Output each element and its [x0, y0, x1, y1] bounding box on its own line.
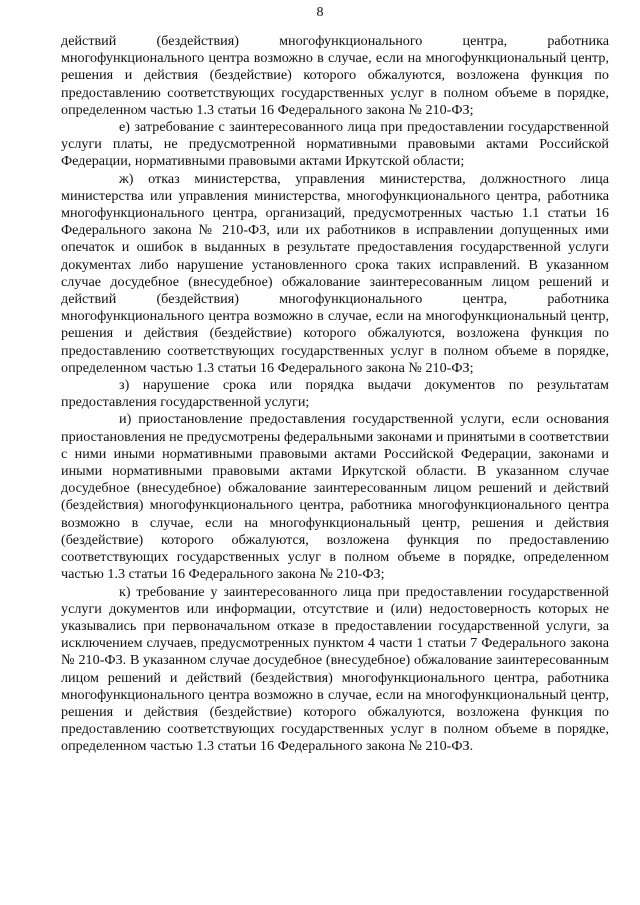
- paragraph-item-zh: ж) отказ министерства, управления министерства, должностного лица министерства или управления министерства, многофункционального центра, работника многофункционального центра, организаций, предусмотренных частью 1.1 статьи 16 Федерального закона № 210-ФЗ, или их работников в исправлении допущенных ими опечаток и ошибок в выданных в результате предоставления государственной услуги документах либо нарушение установленного срока таких исправлений. В указанном случае досудебное (внесудебное) обжалование заинтересованным лицом решений и действий (бездействия) многофункционального центра, работника многофункционального центра возможно в случае, если на многофункциональный центр, решения и действия (бездействие) которого обжалуются, возложена функция по предоставлению соответствующих государственных услуг в полном объеме в порядке, определенном частью 1.3 статьи 16 Федерального закона № 210-ФЗ;: [61, 170, 609, 376]
- paragraph-continuation: действий (бездействия) многофункционального центра, работника многофункционального центра возможно в случае, если на многофункциональный центр, решения и действия (бездействие) которого обжалуются, возложена функция по предоставлению соответствующих государственных услуг в полном объеме в порядке, определенном частью 1.3 статьи 16 Федерального закона № 210-ФЗ;: [61, 33, 609, 118]
- page-number: 8: [316, 5, 324, 20]
- paragraph-item-i: и) приостановление предоставления государственной услуги, если основания приостановления не предусмотрены федеральными законами и принятыми в соответствии с ними иными нормативными правовыми актами Российской Федерации, законами и иными нормативными правовыми актами Иркутской области. В указанном случае досудебное (внесудебное) обжалование заинтересованным лицом решений и действий (бездействия) многофункционального центра, работника многофункционального центра возможно в случае, если на многофункциональный центр, решения и действия (бездействие) которого обжалуются, возложена функция по предоставлению соответствующих государственных услуг в полном объеме в порядке, определенном частью 1.3 статьи 16 Федерального закона № 210-ФЗ;: [61, 411, 609, 583]
- paragraph-item-k: к) требование у заинтересованного лица при предоставлении государственной услуги документов или информации, отсутствие и (или) недостоверность которых не указывались при первоначальном отказе в предоставлении государственной услуги, за исключением случаев, предусмотренных пунктом 4 части 1 статьи 7 Федерального закона № 210-ФЗ. В указанном случае досудебное (внесудебное) обжалование заинтересованным лицом решений и действий (бездействия) многофункционального центра, работника многофункционального центра возможно в случае, если на многофункциональный центр, решения и действия (бездействие) которого обжалуются, возложена функция по предоставлению соответствующих государственных услуг в полном объеме в порядке, определенном частью 1.3 статьи 16 Федерального закона № 210-ФЗ.: [61, 583, 609, 755]
- document-body: [61, 33, 609, 756]
- paragraph-item-z: з) нарушение срока или порядка выдачи документов по результатам предоставления государственной услуги;: [61, 377, 609, 411]
- paragraph-item-e: е) затребование с заинтересованного лица при предоставлении государственной услуги платы, не предусмотренной нормативными правовыми актами Российской Федерации, нормативными правовыми актами Иркутской области;: [61, 119, 609, 170]
